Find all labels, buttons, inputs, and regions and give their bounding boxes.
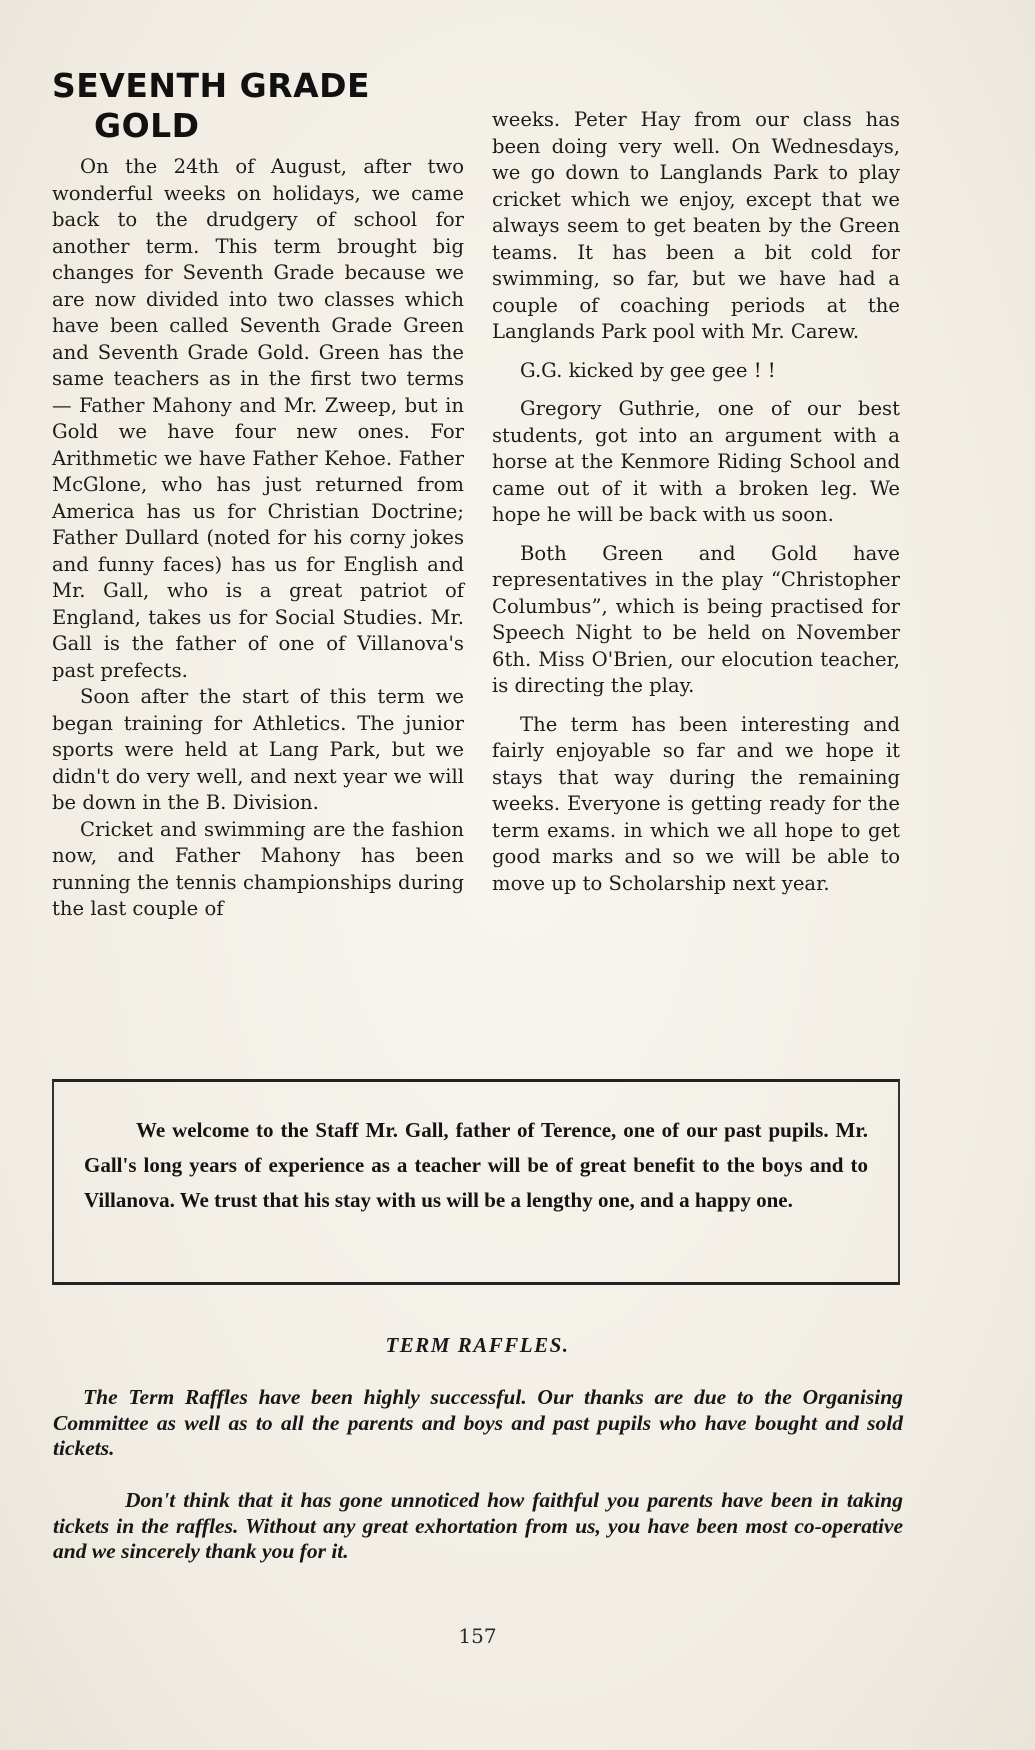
- article-paragraph: Gregory Guthrie, one of our best students, got into an argument with a horse at the Kenmore Riding School and came out of it with a broken leg. We hope he will be back with us soon.: [492, 397, 900, 526]
- article-paragraph: Cricket and swimming are the fashion now, and Father Mahony has been running the tennis championships during the last couple of: [52, 817, 464, 920]
- article-subheading: G.G. kicked by gee gee ! !: [520, 358, 776, 382]
- raffles-paragraph-1: The Term Raffles have been highly successful. Our thanks are due to the Organising Committee as well as to all the parents and boys and past pupils who have bought and sold tickets.: [53, 1385, 903, 1460]
- article-paragraph: The term has been interesting and fairly enjoyable so far and we hope it stays that way during the remaining weeks. Everyone is getting ready for the term exams. in which we all hope to get good marks and so we will be able to move up to Scholarship next year.: [492, 712, 900, 895]
- article-title-line2: GOLD: [94, 106, 200, 145]
- raffles-heading: TERM RAFFLES.: [385, 1333, 570, 1357]
- article-title: [52, 66, 370, 146]
- page-number: 157: [458, 1624, 497, 1648]
- staff-notice-box: [52, 1079, 900, 1285]
- article-paragraph: weeks. Peter Hay from our class has been doing very well. On Wednesdays, we go down to Langlands Park to play cricket which we enjoy, except that we always seem to get beaten by the Green teams. It has been a bit cold for swimming, so far, but we have had a couple of coaching periods at the Langlands Park pool with Mr. Carew.: [492, 108, 900, 343]
- article-paragraph: Soon after the start of this term we began training for Athletics. The junior sports were held at Lang Park, but we didn't do very well, and next year we will be down in the B. Division.: [52, 685, 464, 814]
- raffles-paragraph-2: Don't think that it has gone unnoticed how faithful you parents have been in taking tickets in the raffles. Without any great exhortation from us, you have been most co-operative and we sincerely thank you for it.: [53, 1488, 903, 1563]
- article-paragraph: Both Green and Gold have representatives in the play “Christopher Columbus”, which is being practised for Speech Night to be held on November 6th. Miss O'Brien, our elocution teacher, is directing the play.: [492, 541, 900, 697]
- article-title-line1: SEVENTH GRADE: [52, 66, 371, 105]
- staff-notice-text: We welcome to the Staff Mr. Gall, father of Terence, one of our past pupils. Mr. Gall's long years of experience as a teacher will be of great benefit to the boys and to Villanova. We trust that his stay with us will be a lengthy one, and a happy one.: [84, 1118, 868, 1212]
- article-paragraph: On the 24th of August, after two wonderful weeks on holidays, we came back to the drudgery of school for another term. This term brought big changes for Seventh Grade because we are now divided into two classes which have been called Seventh Grade Green and Seventh Grade Gold. Green has the same teachers as in the first two terms — Father Mahony and Mr. Zweep, but in Gold we have four new ones. For Arithmetic we have Father Kehoe. Father McGlone, who has just returned from America has us for Christian Doctrine; Father Dullard (noted for his corny jokes and funny faces) has us for English and Mr. Gall, who is a great patriot of England, takes us for Social Studies. Mr. Gall is the father of one of Villanova's past prefects.: [52, 155, 464, 682]
- article-column-right: [492, 107, 900, 897]
- article-column-left: [52, 154, 464, 923]
